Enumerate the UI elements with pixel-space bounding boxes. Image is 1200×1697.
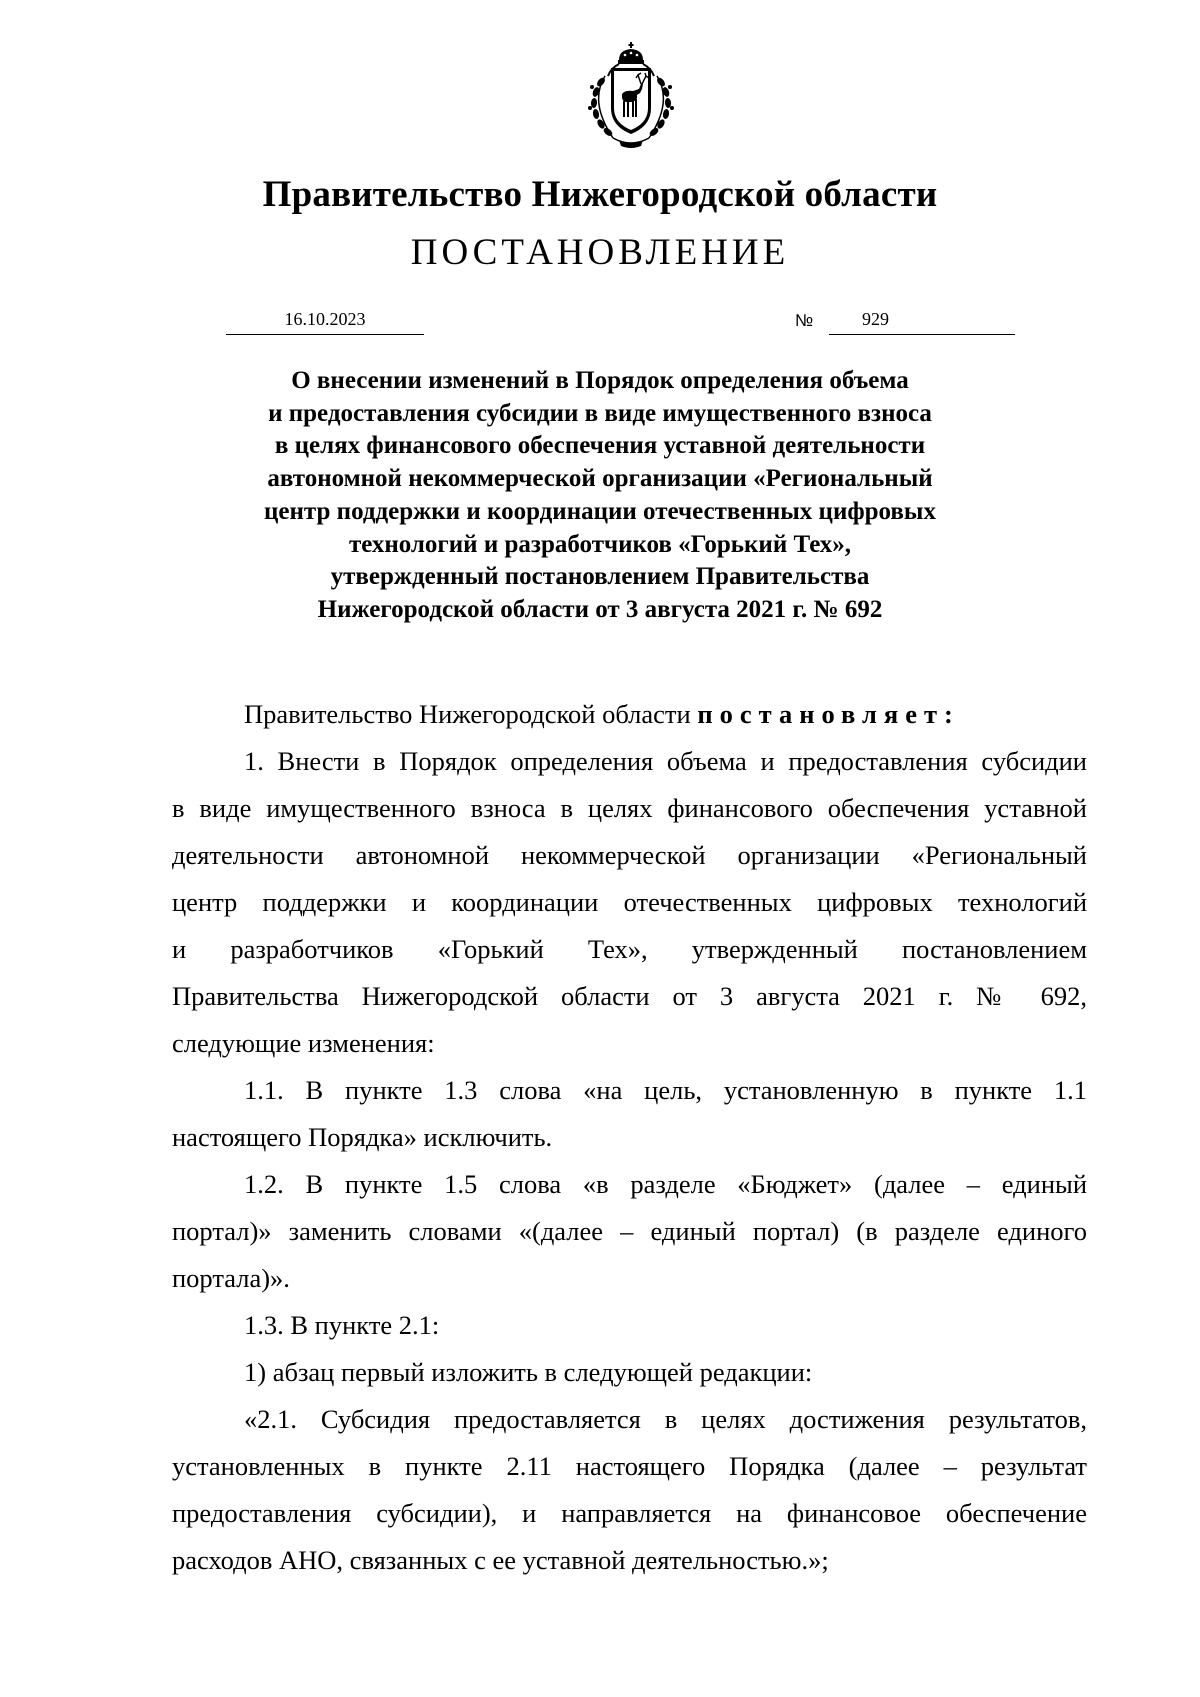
- item-1-line: центр поддержки и координации отечественных цифровых технологий: [172, 887, 1087, 917]
- subject-line: Нижегородской области от 3 августа 2021 г. № 692: [317, 595, 883, 623]
- item-1-line: в виде имущественного взноса в целях финансового обеспечения уставной: [172, 793, 1087, 823]
- item-1-3-1: [172, 1349, 1087, 1396]
- subject-line: технологий и разработчиков «Горький Тех»,: [348, 530, 852, 558]
- item-1-3-1-line: 1) абзац первый изложить в следующей редакции:: [244, 1357, 813, 1387]
- document-number: 929: [862, 309, 889, 329]
- preamble-text: Правительство Нижегородской области: [244, 699, 698, 729]
- document-date: 16.10.2023: [226, 308, 424, 335]
- item-1-3: [172, 1302, 1087, 1349]
- item-1-2: [172, 1161, 1087, 1302]
- document-type: ПОСТАНОВЛЕНИЕ: [410, 232, 790, 273]
- document-subject: [180, 365, 1020, 627]
- quote-line: «2.1. Субсидия предоставляется в целях достижения результатов,: [244, 1404, 1087, 1434]
- quote-line: предоставления субсидии), и направляется на финансовое обеспечение: [172, 1498, 1087, 1528]
- item-1-line: деятельности автономной некоммерческой организации «Региональный: [172, 840, 1087, 870]
- item-1: [172, 738, 1087, 1067]
- quote-line: установленных в пункте 2.11 настоящего Порядка (далее – результат: [172, 1451, 1087, 1481]
- item-1-line: следующие изменения:: [172, 1028, 435, 1058]
- item-1-2-line: портала)».: [172, 1263, 290, 1293]
- subject-line: автономной некоммерческой организации «Региональный: [267, 465, 933, 493]
- subject-line: утвержденный постановлением Правительства: [330, 563, 870, 591]
- item-1-1-line: 1.1. В пункте 1.3 слова «на цель, установленную в пункте 1.1: [244, 1075, 1087, 1105]
- subject-line: и предоставления субсидии в виде имущественного взноса: [268, 399, 932, 427]
- number-sign: №: [795, 311, 814, 330]
- preamble: [244, 691, 1087, 738]
- quote-line: расходов АНО, связанных с ее уставной деятельностью.»;: [172, 1545, 829, 1575]
- decree-word: постановляет:: [697, 699, 960, 729]
- subject-line: центр поддержки и координации отечественных цифровых: [264, 497, 936, 525]
- document-body: [172, 691, 1087, 1584]
- item-1-2-line: 1.2. В пункте 1.5 слова «в разделе «Бюджет» (далее – единый: [244, 1169, 1087, 1199]
- item-1-line: 1. Внести в Порядок определения объема и предоставления субсидии: [244, 746, 1087, 776]
- subject-line: в целях финансового обеспечения уставной деятельности: [274, 432, 926, 460]
- item-1-3-line: 1.3. В пункте 2.1:: [244, 1310, 440, 1340]
- item-1-1-line: настоящего Порядка» исключить.: [172, 1122, 553, 1152]
- government-name: Правительство Нижегородской области: [262, 174, 938, 215]
- quoted-paragraph: [172, 1396, 1087, 1584]
- coat-of-arms-icon: [575, 42, 687, 154]
- item-1-line: Правительства Нижегородской области от 3 августа 2021 г. № 692,: [172, 981, 1087, 1011]
- document-number-field: [829, 308, 1015, 335]
- item-1-2-line: портал)» заменить словами «(далее – единый портал) (в разделе единого: [172, 1216, 1087, 1246]
- item-1-line: и разработчиков «Горький Тех», утвержденный постановлением: [172, 934, 1087, 964]
- subject-line: О внесении изменений в Порядок определения объема: [291, 367, 909, 394]
- item-1-1: [172, 1067, 1087, 1161]
